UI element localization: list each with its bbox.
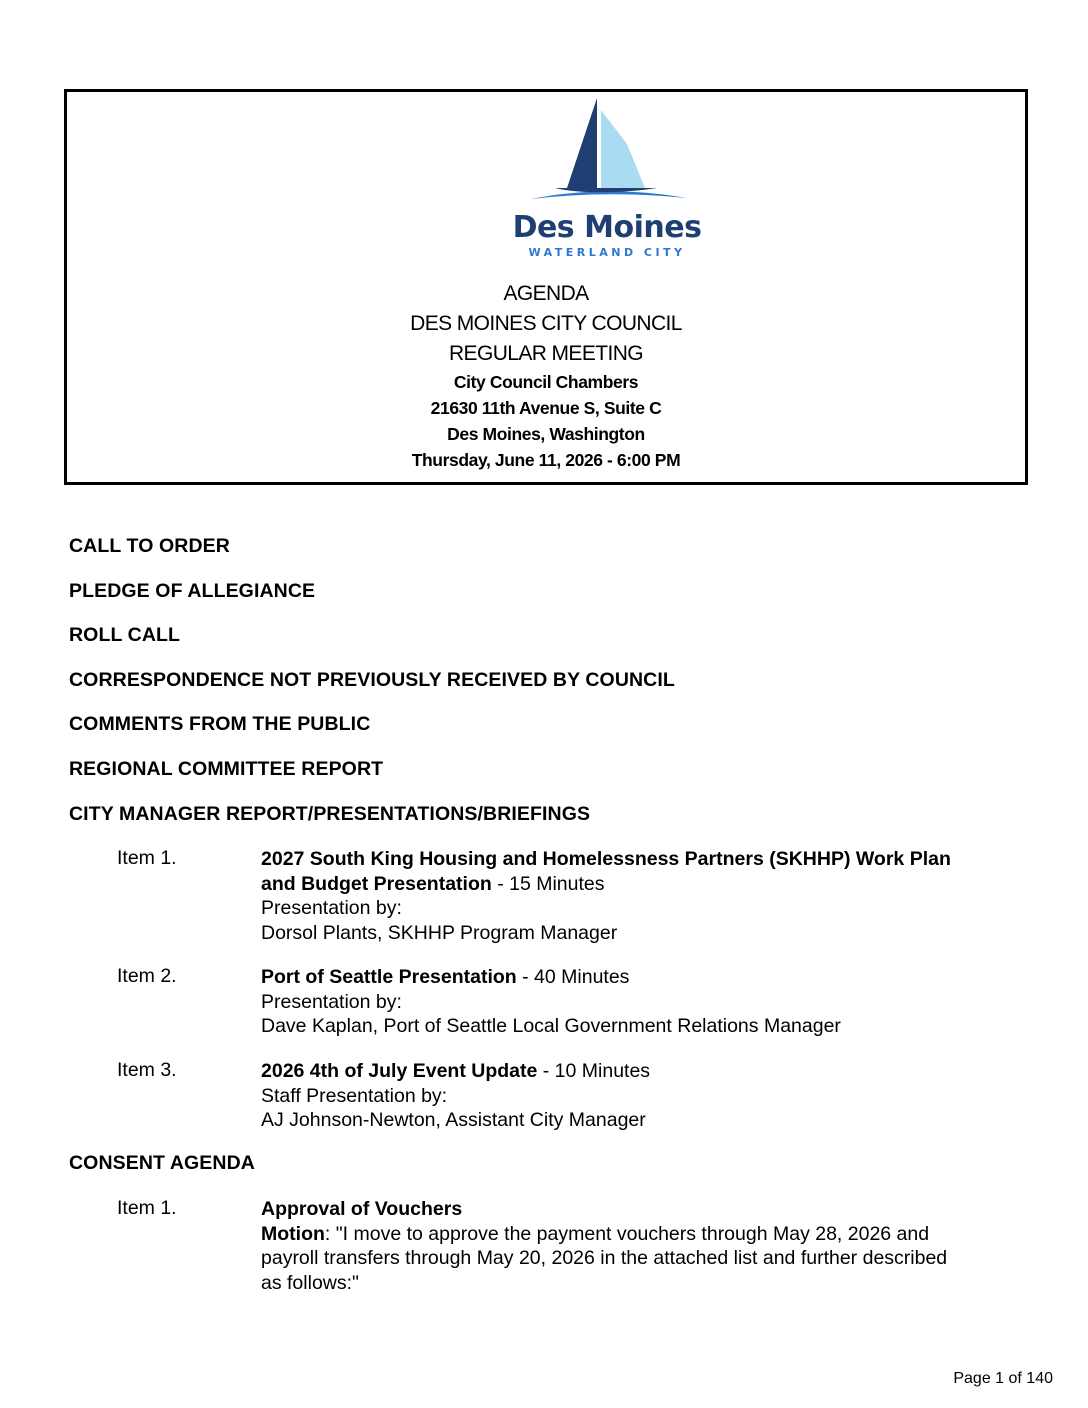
meeting-title-block (67, 279, 1025, 473)
cm-item-2-presenter-label: Presentation by: (261, 990, 402, 1013)
cm-item-2 (261, 965, 1031, 1039)
section-consent-agenda: CONSENT AGENDA (69, 1152, 255, 1174)
consent-item-1-motion-line2: payroll transfers through May 20, 2026 in the attached list and further described (261, 1247, 948, 1270)
cm-item-2-duration: - 40 Minutes (516, 966, 630, 988)
consent-item-1-motion-line3: as follows:" (261, 1271, 359, 1294)
agenda-header-box (64, 89, 1028, 485)
consent-item-1-title: Approval of Vouchers (261, 1198, 463, 1220)
meeting-type: REGULAR MEETING (448, 342, 644, 365)
cm-item-1 (261, 847, 1031, 945)
meeting-datetime: Thursday, June 11, 2026 - 6:00 PM (411, 450, 681, 470)
council-heading: DES MOINES CITY COUNCIL (410, 312, 682, 335)
venue: City Council Chambers (453, 372, 639, 392)
des-moines-logo (507, 96, 707, 266)
cm-item-1-title-line1: 2027 South King Housing and Homelessness Partners (SKHHP) Work Plan (261, 848, 951, 870)
cm-item-3-duration: - 10 Minutes (537, 1060, 651, 1082)
cm-item-3 (261, 1059, 1031, 1133)
cm-item-2-number: Item 2. (117, 965, 177, 987)
cm-item-3-title: 2026 4th of July Event Update (261, 1060, 538, 1082)
section-regional-committee: REGIONAL COMMITTEE REPORT (69, 758, 384, 780)
sailboat-icon (507, 96, 707, 206)
cm-item-1-number: Item 1. (117, 847, 177, 869)
cm-item-3-presenter-label: Staff Presentation by: (261, 1084, 448, 1107)
cm-item-3-number: Item 3. (117, 1059, 177, 1081)
cm-item-2-title: Port of Seattle Presentation (261, 966, 517, 988)
section-city-manager: CITY MANAGER REPORT/PRESENTATIONS/BRIEFINGS (69, 803, 591, 825)
page-number: Page 1 of 140 (953, 1370, 1053, 1387)
section-call-to-order: CALL TO ORDER (69, 535, 230, 557)
section-pledge: PLEDGE OF ALLEGIANCE (69, 580, 316, 602)
logo-tagline: WATERLAND CITY (528, 246, 686, 259)
consent-item-1 (261, 1197, 1031, 1295)
cm-item-3-presenter: AJ Johnson-Newton, Assistant City Manager (261, 1109, 646, 1132)
section-public-comments: COMMENTS FROM THE PUBLIC (69, 713, 371, 735)
cm-item-1-duration: - 15 Minutes (491, 872, 605, 895)
consent-item-1-motion-line1: : "I move to approve the payment vouchers through May 28, 2026 and (324, 1222, 930, 1245)
address: 21630 11th Avenue S, Suite C (430, 398, 662, 418)
logo-name: Des Moines (512, 210, 702, 245)
city: Des Moines, Washington (447, 424, 645, 444)
consent-item-1-number: Item 1. (117, 1197, 177, 1219)
section-roll-call: ROLL CALL (69, 624, 181, 646)
cm-item-1-presenter-label: Presentation by: (261, 897, 402, 920)
cm-item-1-presenter: Dorsol Plants, SKHHP Program Manager (261, 921, 618, 944)
section-correspondence: CORRESPONDENCE NOT PREVIOUSLY RECEIVED BY COUNCIL (69, 669, 675, 691)
consent-item-1-motion-label: Motion (261, 1222, 325, 1245)
agenda-heading: AGENDA (503, 282, 589, 305)
cm-item-1-title-line2: and Budget Presentation (261, 872, 492, 895)
cm-item-2-presenter: Dave Kaplan, Port of Seattle Local Government Relations Manager (261, 1015, 841, 1038)
